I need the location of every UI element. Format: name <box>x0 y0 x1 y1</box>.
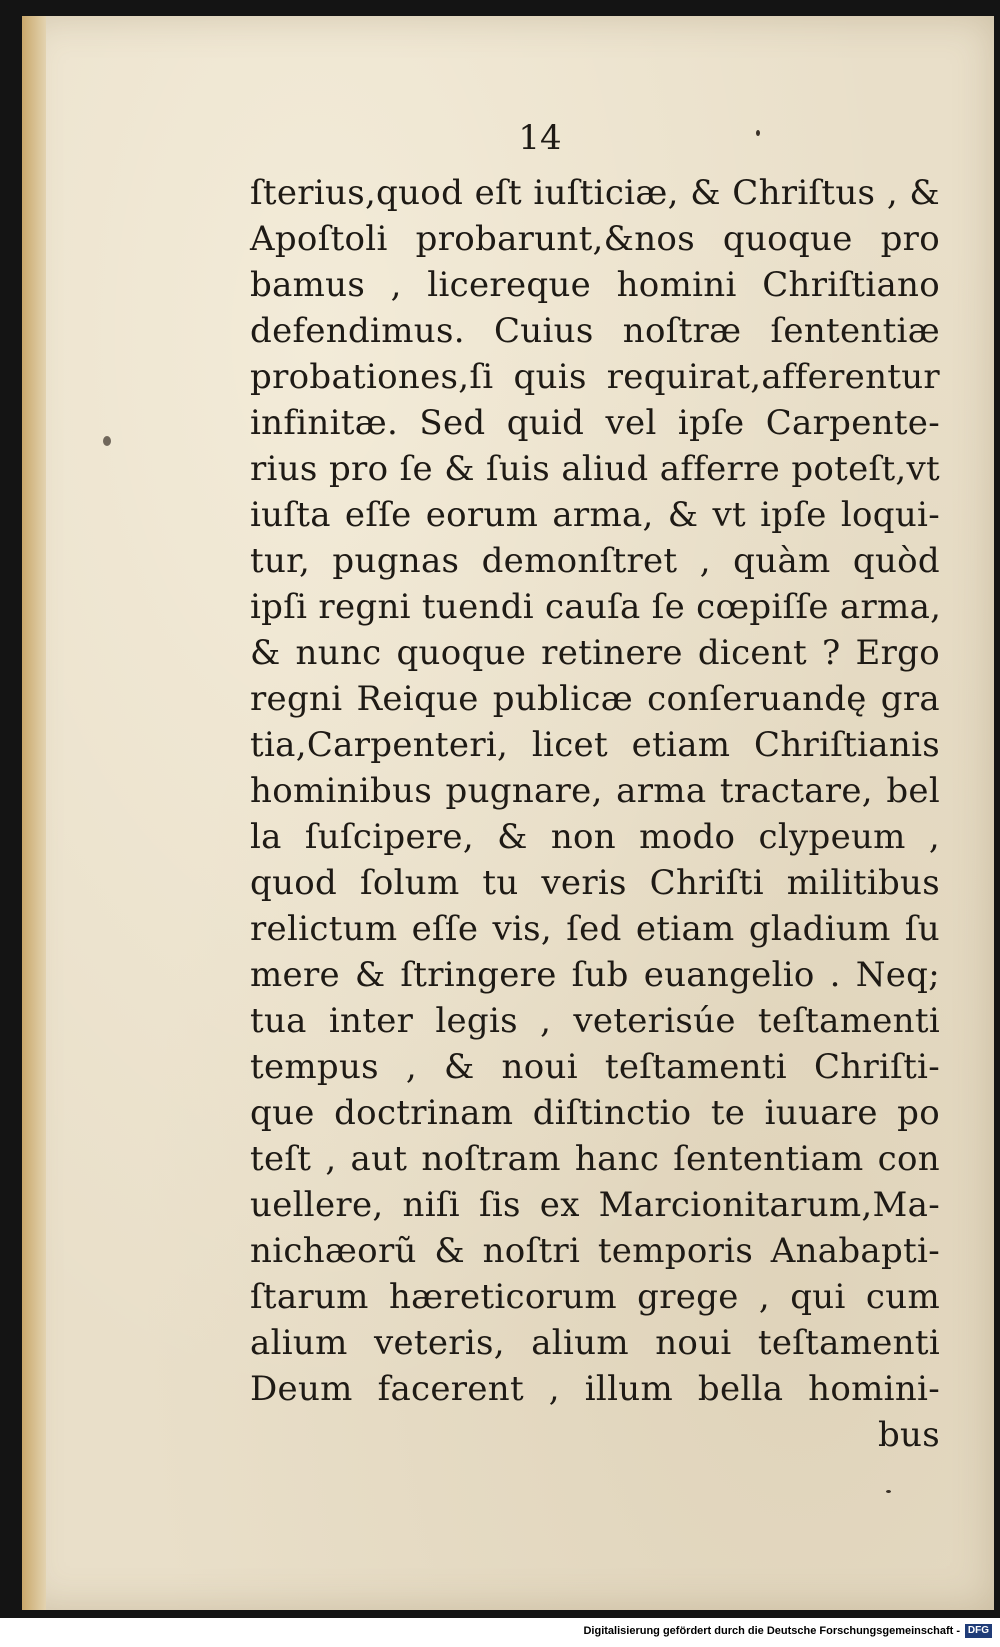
text-line: ſtarum hæreticorum grege , qui cum <box>250 1277 940 1317</box>
ink-speck <box>756 130 760 136</box>
footer-credit: Digitalisierung gefördert durch die Deutsche Forschungsgemeinschaft - <box>583 1625 960 1637</box>
catchword: bus <box>877 1415 940 1455</box>
dfg-logo: DFG <box>965 1624 992 1638</box>
text-line: Apoſtoli probarunt,&nos quoque pro <box>250 219 940 259</box>
text-line: mere & ſtringere ſub euangelio . Neq; <box>250 955 940 995</box>
ink-speck <box>103 436 111 446</box>
page-number: 14 <box>518 118 562 158</box>
text-line: tua inter legis , veterisúe teſtamenti <box>250 1001 940 1041</box>
text-line: nichæorũ & noſtri temporis Anabapti- <box>250 1231 940 1271</box>
text-line: probationes,ſi quis requirat,afferentur <box>250 357 940 397</box>
text-line: iuſta eſſe eorum arma, & vt ipſe loqui- <box>250 495 940 535</box>
text-line: tempus , & noui teſtamenti Chriſti- <box>250 1047 940 1087</box>
text-line: uellere, niſi ſis ex Marcionitarum,Ma- <box>250 1185 940 1225</box>
text-line: & nunc quoque retinere dicent ? Ergo <box>250 633 940 673</box>
page-edge <box>22 16 46 1610</box>
text-line: tur, pugnas demonſtret , quàm quòd <box>250 541 940 581</box>
text-line: bamus , licereque homini Chriſtiano <box>250 265 940 305</box>
footer-bar <box>0 1618 1000 1647</box>
text-line: defendimus. Cuius noſtræ ſententiæ <box>250 311 940 351</box>
text-line: que doctrinam diſtinctio te iuuare po <box>250 1093 940 1133</box>
text-line: la ſuſcipere, & non modo clypeum , <box>250 817 940 857</box>
text-line: teſt , aut noſtram hanc ſententiam con <box>250 1139 940 1179</box>
text-line: regni Reique publicæ conſeruandę gra <box>250 679 940 719</box>
text-line: ipſi regni tuendi cauſa ſe cœpiſſe arma, <box>250 587 942 627</box>
text-line: relictum eſſe vis, ſed etiam gladium ſu <box>250 909 940 949</box>
text-line: infinitæ. Sed quid vel ipſe Carpente- <box>250 403 940 443</box>
text-line: quod ſolum tu veris Chriſti militibus <box>250 863 940 903</box>
text-line: alium veteris, alium noui teſtamenti <box>250 1323 940 1363</box>
text-line: Deum facerent , illum bella homini- <box>250 1369 940 1409</box>
text-line: tia,Carpenteri, licet etiam Chriſtianis <box>250 725 940 765</box>
body-text <box>250 170 940 1458</box>
ink-speck <box>886 1490 891 1493</box>
text-line: hominibus pugnare, arma tractare, bel <box>250 771 940 811</box>
text-line: ſterius,quod eſt iuſticiæ, & Chriſtus , & <box>250 173 940 213</box>
text-line: rius pro ſe & ſuis aliud afferre poteſt,vt <box>250 449 940 489</box>
